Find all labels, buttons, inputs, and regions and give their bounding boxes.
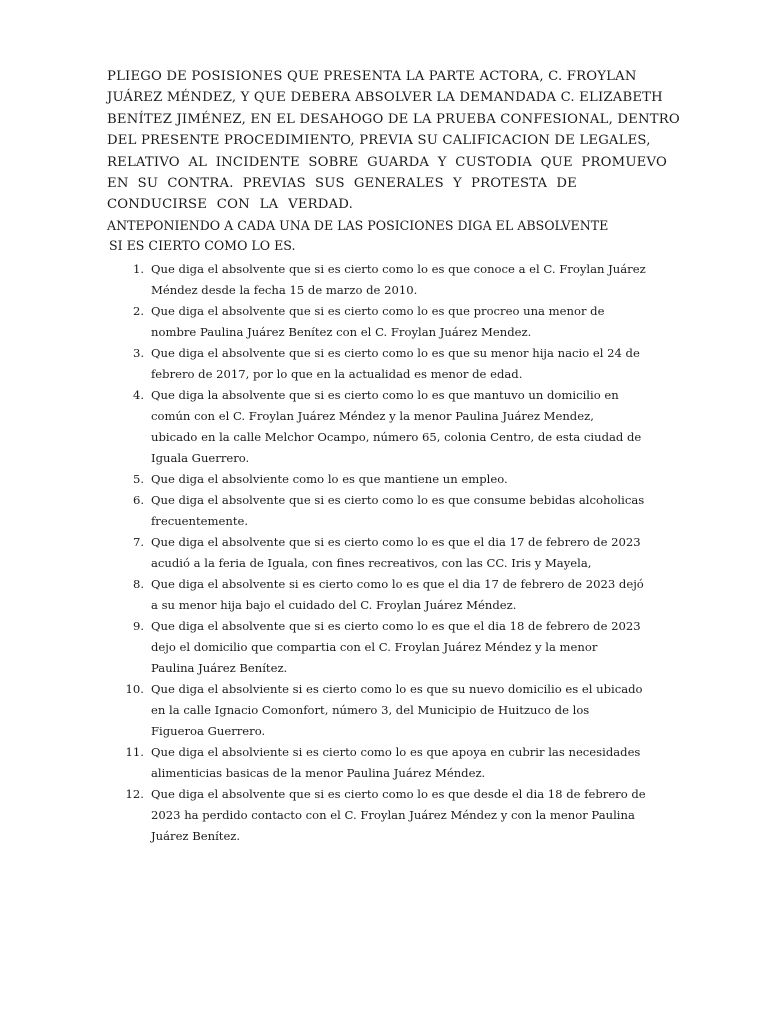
position-number: 6. xyxy=(132,493,144,507)
list-item xyxy=(110,679,662,742)
position-line: a su menor hija bajo el cuidado del C. Froylan Juárez Méndez. xyxy=(151,598,517,612)
position-number: 4. xyxy=(132,388,144,402)
position-line: Que diga el absolvente que si es cierto como lo es que consume bebidas alcoholicas xyxy=(151,493,645,507)
position-line: ubicado en la calle Melchor Ocampo, número 65, colonia Centro, de esta ciudad de xyxy=(151,430,642,444)
heading-line: PLIEGO DE POSISIONES QUE PRESENTA LA PARTE ACTORA, C. FROYLAN xyxy=(107,69,637,84)
position-number: 5. xyxy=(132,472,144,486)
position-line: frecuentemente. xyxy=(151,514,249,528)
positions-list xyxy=(110,259,662,847)
position-number: 1. xyxy=(132,262,144,276)
position-text xyxy=(151,259,662,301)
position-line: Que diga el absolviente si es cierto como lo es que su nuevo domicilio es el ubicado xyxy=(151,682,643,696)
position-number: 10. xyxy=(125,682,144,696)
position-line: acudió a la feria de Iguala, con fines recreativos, con las CC. Iris y Mayela, xyxy=(151,556,592,570)
position-text xyxy=(151,385,662,469)
position-number: 8. xyxy=(132,577,144,591)
list-item xyxy=(110,616,662,679)
position-line: Que diga la absolvente que si es cierto como lo es que mantuvo un domicilio en xyxy=(151,388,619,402)
position-text xyxy=(151,742,662,784)
position-line: Que diga el absolvente que si es cierto como lo es que su menor hija nacio el 24 de xyxy=(151,346,640,360)
intro-line: SI ES CIERTO COMO LO ES. xyxy=(109,238,296,253)
position-number: 7. xyxy=(132,535,144,549)
position-line: Figueroa Guerrero. xyxy=(151,724,266,738)
list-item xyxy=(110,343,662,385)
heading-line: JUÁREZ MÉNDEZ, Y QUE DEBERA ABSOLVER LA DEMANDADA C. ELIZABETH xyxy=(107,90,663,106)
heading-line: BENÍTEZ JIMÉNEZ, EN EL DESAHOGO DE LA PRUEBA CONFESIONAL, DENTRO xyxy=(107,111,680,127)
list-item xyxy=(110,385,662,469)
position-line: Que diga el absolvente que si es cierto como lo es que el dia 18 de febrero de 2023 xyxy=(151,619,641,633)
list-item xyxy=(110,259,662,301)
position-line: 2023 ha perdido contacto con el C. Froylan Juárez Méndez y con la menor Paulina xyxy=(151,808,635,822)
position-line: Paulina Juárez Benítez. xyxy=(151,661,288,675)
position-text xyxy=(151,469,662,490)
position-line: nombre Paulina Juárez Benítez con el C. Froylan Juárez Mendez. xyxy=(151,325,532,339)
position-line: alimenticias basicas de la menor Paulina Juárez Méndez. xyxy=(151,766,486,780)
position-number: 12. xyxy=(125,787,144,801)
position-line: Que diga el absolvente que si es cierto como lo es que desde el dia 18 de febrero de xyxy=(151,787,646,801)
document-intro xyxy=(107,216,667,256)
list-item xyxy=(110,532,662,574)
intro-line: ANTEPONIENDO A CADA UNA DE LAS POSICIONES DIGA EL ABSOLVENTE xyxy=(107,218,609,233)
position-text xyxy=(151,343,662,385)
position-text xyxy=(151,679,662,742)
position-text xyxy=(151,532,662,574)
position-text xyxy=(151,574,662,616)
position-text xyxy=(151,616,662,679)
position-line: en la calle Ignacio Comonfort, número 3, del Municipio de Huitzuco de los xyxy=(151,703,590,717)
position-line: Que diga el absolviente si es cierto como lo es que apoya en cubrir las necesidades xyxy=(151,745,641,759)
position-number: 3. xyxy=(132,346,144,360)
position-line: Que diga el absolviente como lo es que mantiene un empleo. xyxy=(151,472,508,486)
document-heading xyxy=(107,66,680,216)
position-line: común con el C. Froylan Juárez Méndez y la menor Paulina Juárez Mendez, xyxy=(151,409,594,423)
position-text xyxy=(151,784,662,847)
position-line: dejo el domicilio que compartia con el C. Froylan Juárez Méndez y la menor xyxy=(151,640,598,654)
list-item xyxy=(110,742,662,784)
heading-line: DEL PRESENTE PROCEDIMIENTO, PREVIA SU CALIFICACION DE LEGALES, xyxy=(107,133,651,149)
position-number: 9. xyxy=(132,619,144,633)
position-line: Juárez Benítez. xyxy=(151,829,241,843)
position-line: Que diga el absolvente que si es cierto como lo es que conoce a el C. Froylan Juárez xyxy=(151,262,646,276)
position-text xyxy=(151,301,662,343)
heading-line: CONDUCIRSE CON LA VERDAD. xyxy=(107,197,353,213)
list-item xyxy=(110,301,662,343)
position-line: Que diga el absolvente si es cierto como lo es que el dia 17 de febrero de 2023 dejó xyxy=(151,577,644,591)
position-line: Que diga el absolvente que si es cierto como lo es que procreo una menor de xyxy=(151,304,605,318)
position-text xyxy=(151,490,662,532)
position-line: Méndez desde la fecha 15 de marzo de 2010. xyxy=(151,283,418,297)
position-number: 11. xyxy=(125,745,144,759)
list-item xyxy=(110,574,662,616)
position-line: Iguala Guerrero. xyxy=(151,451,250,465)
heading-line: EN SU CONTRA. PREVIAS SUS GENERALES Y PROTESTA DE xyxy=(107,176,577,192)
heading-line: RELATIVO AL INCIDENTE SOBRE GUARDA Y CUSTODIA QUE PROMUEVO xyxy=(107,154,667,170)
position-line: Que diga el absolvente que si es cierto como lo es que el dia 17 de febrero de 2023 xyxy=(151,535,641,549)
list-item xyxy=(110,784,662,847)
list-item xyxy=(110,469,662,490)
list-item xyxy=(110,490,662,532)
position-number: 2. xyxy=(132,304,144,318)
position-line: febrero de 2017, por lo que en la actualidad es menor de edad. xyxy=(151,367,523,381)
